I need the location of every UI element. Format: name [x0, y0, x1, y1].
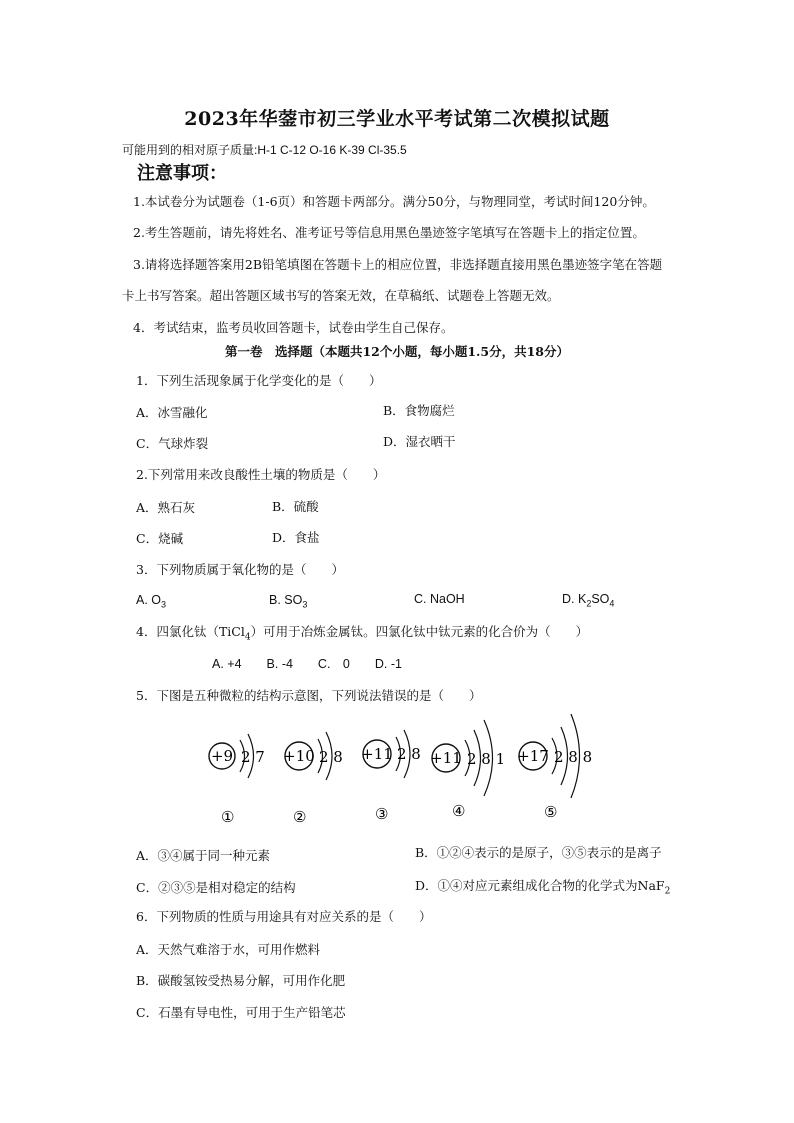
particle-4-nucleus: +11: [430, 749, 462, 767]
particle-1: [209, 734, 265, 826]
q3-stem: 3．下列物质属于氧化物的是（ ）: [136, 562, 344, 577]
q3-option-d: D. $K_2SO_4$: [562, 592, 615, 609]
section-title: 第一卷 选择题（本题共12个小题，每小题1.5分，共18分）: [224, 344, 570, 359]
particle-4: [430, 720, 505, 820]
q6-option-b: B．碳酸氢铵受热易分解，可用作化肥: [136, 973, 346, 988]
particle-3-mark: ③: [375, 805, 389, 823]
q2-option-b: B．硫酸: [272, 499, 319, 514]
atomic-masses: 可能用到的相对原子质量:H-1 C-12 O-16 K-39 Cl-35.5: [122, 143, 407, 157]
particle-5: [517, 714, 592, 821]
q2-option-d: D．食盐: [272, 530, 320, 545]
particle-5-shells: 2 8 8: [554, 748, 593, 766]
q5-option-b: B．①②④表示的是原子，③⑤表示的是离子: [415, 845, 662, 860]
particle-2-mark: ②: [293, 808, 307, 826]
notice-item-4: 4．考试结束，监考员收回答题卡，试卷由学生自己保存。: [133, 320, 454, 335]
q1-stem: 1．下列生活现象属于化学变化的是（ ）: [136, 373, 382, 388]
notice-item-2: 2.考生答题前，请先将姓名、准考证号等信息用黑色墨迹签字笔填写在答题卡上的指定位置。: [133, 225, 645, 240]
q2-option-c: C．烧碱: [136, 531, 184, 546]
q4-stem: 4．四氯化钛（TiCl$_4$）可用于冶炼金属钛。四氯化钛中钛元素的化合价为（ ）: [136, 624, 589, 643]
q1-option-d: D．湿衣晒干: [383, 434, 456, 449]
q5-stem: 5．下图是五种微粒的结构示意图，下列说法错误的是（ ）: [136, 688, 482, 703]
particle-3: [361, 730, 421, 823]
particle-3-shells: 2 8: [397, 745, 421, 763]
particle-3-nucleus: +11: [361, 745, 393, 763]
q1-option-b: B．食物腐烂: [383, 403, 455, 418]
q3-option-c: C. NaOH: [414, 592, 465, 606]
notice-item-3: 3.请将选择题答案用2B铅笔填图在答题卡上的相应位置，非选择题直接用黑色墨迹签字笔在答题: [133, 257, 663, 272]
q5-option-d: D．①④对应元素组成化合物的化学式为NaF$_2$: [415, 878, 671, 897]
q2-option-a: A．熟石灰: [136, 500, 196, 515]
particle-1-nucleus: +9: [210, 747, 234, 765]
particle-4-mark: ④: [452, 802, 466, 820]
q1-option-c: C．气球炸裂: [136, 436, 209, 451]
notice-heading: 注意事项：: [137, 163, 227, 184]
q6-option-a: A．天然气难溶于水，可用作燃料: [136, 942, 321, 957]
q6-stem: 6．下列物质的性质与用途具有对应关系的是（ ）: [136, 909, 432, 924]
q3-option-a: A. $O_3$: [136, 593, 167, 610]
q4-options: A. +4 B. -4 C. 0 D. -1: [212, 657, 402, 671]
particle-5-nucleus: +17: [517, 747, 549, 765]
q2-stem: 2.下列常用来改良酸性土壤的物质是（ ）: [136, 467, 386, 482]
q1-option-a: A．冰雪融化: [136, 405, 208, 420]
particle-2: [283, 732, 343, 826]
q5-option-c: C．②③⑤是相对稳定的结构: [136, 880, 296, 895]
particle-1-shells: 2 7: [241, 748, 265, 766]
particle-2-nucleus: +10: [283, 747, 315, 765]
q3-option-b: B. $SO_3$: [269, 593, 308, 610]
particle-5-mark: ⑤: [544, 803, 558, 821]
q5-option-a: A．③④属于同一种元素: [136, 848, 271, 863]
q6-option-c: C．石墨有导电性，可用于生产铅笔芯: [136, 1005, 346, 1020]
notice-item-3-cont: 卡上书写答案。超出答题区域书写的答案无效，在草稿纸、试题卷上答题无效。: [122, 288, 560, 303]
notice-item-1: 1.本试卷分为试题卷（1-6页）和答题卡两部分。满分50分，与物理同堂，考试时间120分钟。: [133, 194, 655, 209]
atomic-structure-diagram: [190, 700, 610, 830]
particle-1-mark: ①: [221, 808, 235, 826]
particle-2-shells: 2 8: [319, 748, 343, 766]
page-title: 2023年华蓥市初三学业水平考试第二次模拟试题: [184, 108, 610, 130]
particle-4-shells: 2 8 1: [467, 750, 506, 768]
